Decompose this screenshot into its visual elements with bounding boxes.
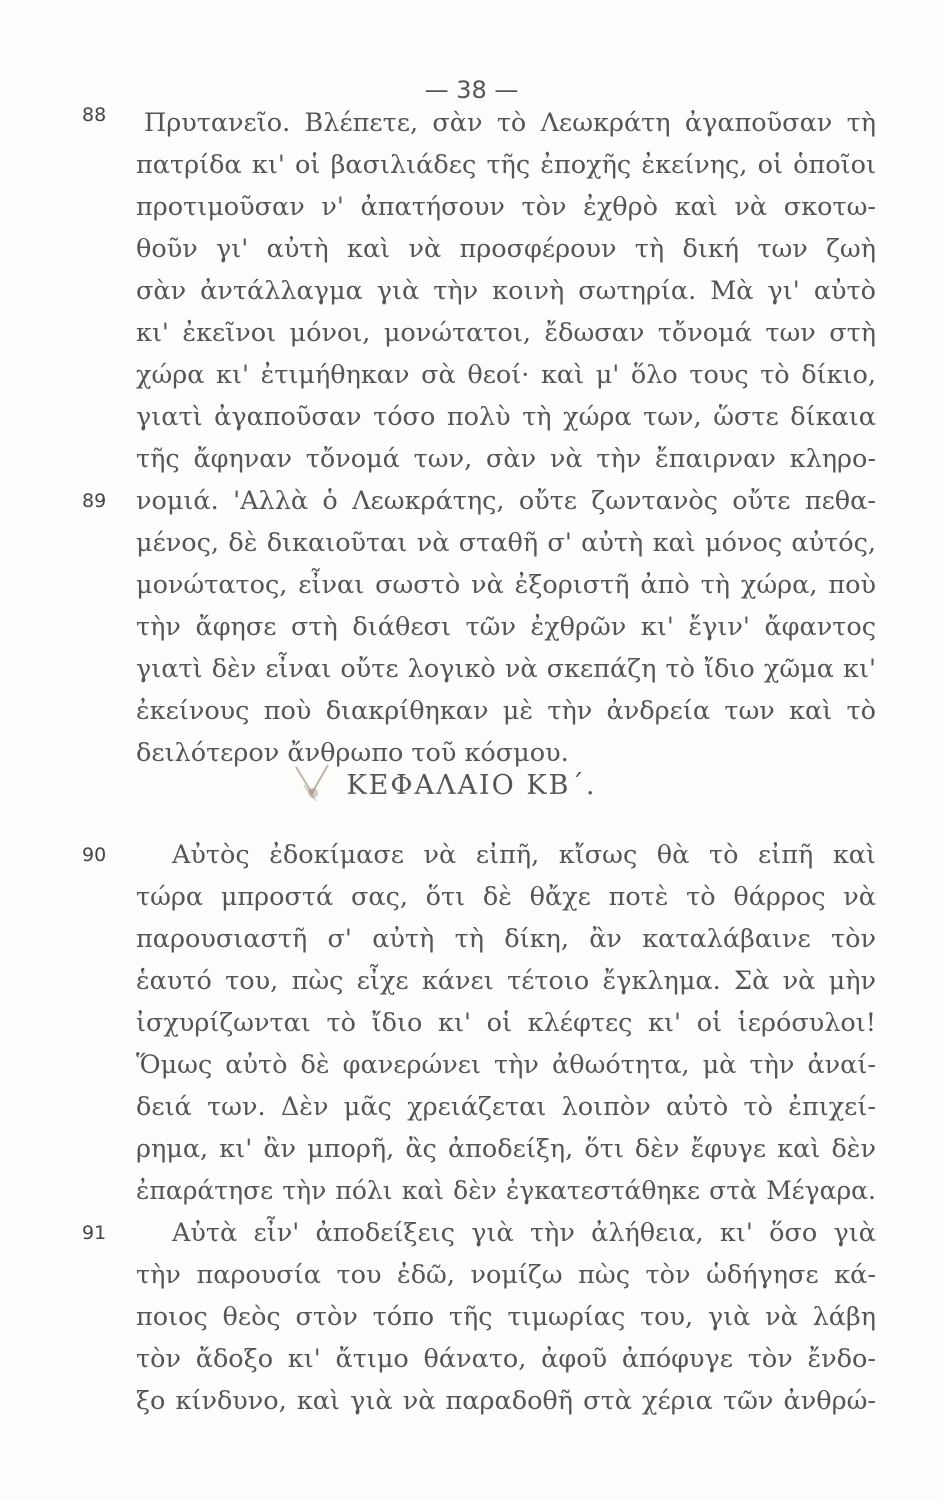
text-line: τῆς ἄφηναν τὄνομά των, σὰν νὰ τὴν ἔπαιρναν κληρο- bbox=[136, 444, 876, 474]
paragraph-number-89: 89 bbox=[82, 490, 107, 512]
text-line: μένος, δὲ δικαιοῦται νὰ σταθῆ σ' αὐτὴ καὶ μόνος αὐτός, bbox=[136, 528, 876, 558]
text-line: ἑαυτό του, πὼς εἶχε κάνει τέτοιο ἔγκλημα. Σὰ νὰ μὴν bbox=[136, 966, 876, 996]
text-line: τὴν παρουσία του ἐδῶ, νομίζω πὼς τὸν ὡδήγησε κά- bbox=[136, 1260, 876, 1290]
text-line: ποιος θεὸς στὸν τόπο τῆς τιμωρίας του, γιὰ νὰ λάβη bbox=[136, 1302, 876, 1332]
page-number: — 38 — bbox=[424, 76, 519, 104]
text-line: Πρυτανεῖο. Βλέπετε, σὰν τὸ Λεωκράτη ἀγαποῦσαν τὴ bbox=[144, 108, 876, 138]
text-line: κι' ἐκεῖνοι μόνοι, μονώτατοι, ἔδωσαν τὄνομά των στὴ bbox=[136, 318, 876, 348]
text-line: πατρίδα κι' οἱ βασιλιάδες τῆς ἐποχῆς ἐκείνης, οἱ ὁποῖοι bbox=[136, 150, 876, 180]
text-line: ἐπαράτησε τὴν πόλι καὶ δὲν ἐγκατεστάθηκε στὰ Μέγαρα. bbox=[136, 1176, 876, 1205]
text-line: ἐκείνους ποὺ διακρίθηκαν μὲ τὴν ἀνδρεία των καὶ τὸ bbox=[136, 696, 876, 726]
text-line: ἰσχυρίζωνται τὸ ἴδιο κι' οἱ κλέφτες κι' οἱ ἱερόσυλοι! bbox=[136, 1008, 876, 1038]
chapter-heading: ΚΕΦΑΛΑΙΟ ΚΒ΄. bbox=[346, 770, 597, 801]
text-line: δειλότερον ἄνθρωπο τοῦ κόσμου. bbox=[136, 738, 569, 768]
text-line: γιατὶ δὲν εἶναι οὔτε λογικὸ νὰ σκεπάζη τὸ ἴδιο χῶμα κι' bbox=[136, 654, 876, 684]
paragraph-number-91: 91 bbox=[82, 1222, 107, 1244]
text-line: τὸν ἄδοξο κι' ἄτιμο θάνατο, ἀφοῦ ἀπόφυγε τὸν ἔνδο- bbox=[136, 1344, 876, 1374]
text-line: χώρα κι' ἐτιμήθηκαν σὰ θεοί· καὶ μ' ὅλο τους τὸ δίκιο, bbox=[136, 360, 876, 390]
text-line: νομιά. 'Αλλὰ ὁ Λεωκράτης, οὔτε ζωντανὸς οὔτε πεθα- bbox=[136, 486, 876, 516]
text-line: τώρα μπροστά σας, ὅτι δὲ θἄχε ποτὲ τὸ θάρρος νὰ bbox=[136, 882, 876, 912]
text-line: τὴν ἄφησε στὴ διάθεσι τῶν ἐχθρῶν κι' ἔγιν' ἄφαντος bbox=[136, 612, 876, 642]
text-line: δειά των. Δὲν μᾶς χρειάζεται λοιπὸν αὐτὸ τὸ ἐπιχεί- bbox=[136, 1092, 876, 1122]
text-line: προτιμοῦσαν ν' ἀπατήσουν τὸν ἐχθρὸ καὶ νὰ σκοτω- bbox=[136, 192, 876, 222]
text-line: ξο κίνδυνο, καὶ γιὰ νὰ παραδοθῆ στὰ χέρια τῶν ἀνθρώ- bbox=[136, 1386, 876, 1416]
text-line: Αὐτὰ εἶν' ἀποδείξεις γιὰ τὴν ἀλήθεια, κι' ὅσο γιὰ bbox=[172, 1218, 876, 1248]
text-line: Ὅμως αὐτὸ δὲ φανερώνει τὴν ἀθωότητα, μὰ τὴν ἀναί- bbox=[136, 1050, 876, 1080]
text-line: ρημα, κι' ἂν μπορῆ, ἂς ἀποδείξη, ὅτι δὲν ἔφυγε καὶ δὲν bbox=[136, 1134, 876, 1164]
paragraph-number-88: 88 bbox=[82, 104, 107, 126]
text-line: παρουσιαστῆ σ' αὐτὴ τὴ δίκη, ἂν καταλάβαινε τὸν bbox=[136, 924, 876, 954]
text-line: μονώτατος, εἶναι σωστὸ νὰ ἐξοριστῆ ἀπὸ τὴ χώρα, ποὺ bbox=[136, 570, 876, 600]
text-line: θοῦν γι' αὐτὴ καὶ νὰ προσφέρουν τὴ δική των ζωὴ bbox=[136, 234, 876, 264]
text-line: Αὐτὸς ἐδοκίμασε νὰ εἰπῆ, κἴσως θὰ τὸ εἰπῆ καὶ bbox=[172, 840, 876, 870]
paragraph-number-90: 90 bbox=[82, 844, 107, 866]
text-line: σὰν ἀντάλλαγμα γιὰ τὴν κοινὴ σωτηρία. Μὰ γι' αὐτὸ bbox=[136, 276, 876, 306]
text-line: γιατὶ ἀγαποῦσαν τόσο πολὺ τὴ χώρα των, ὥστε δίκαια bbox=[136, 402, 876, 432]
